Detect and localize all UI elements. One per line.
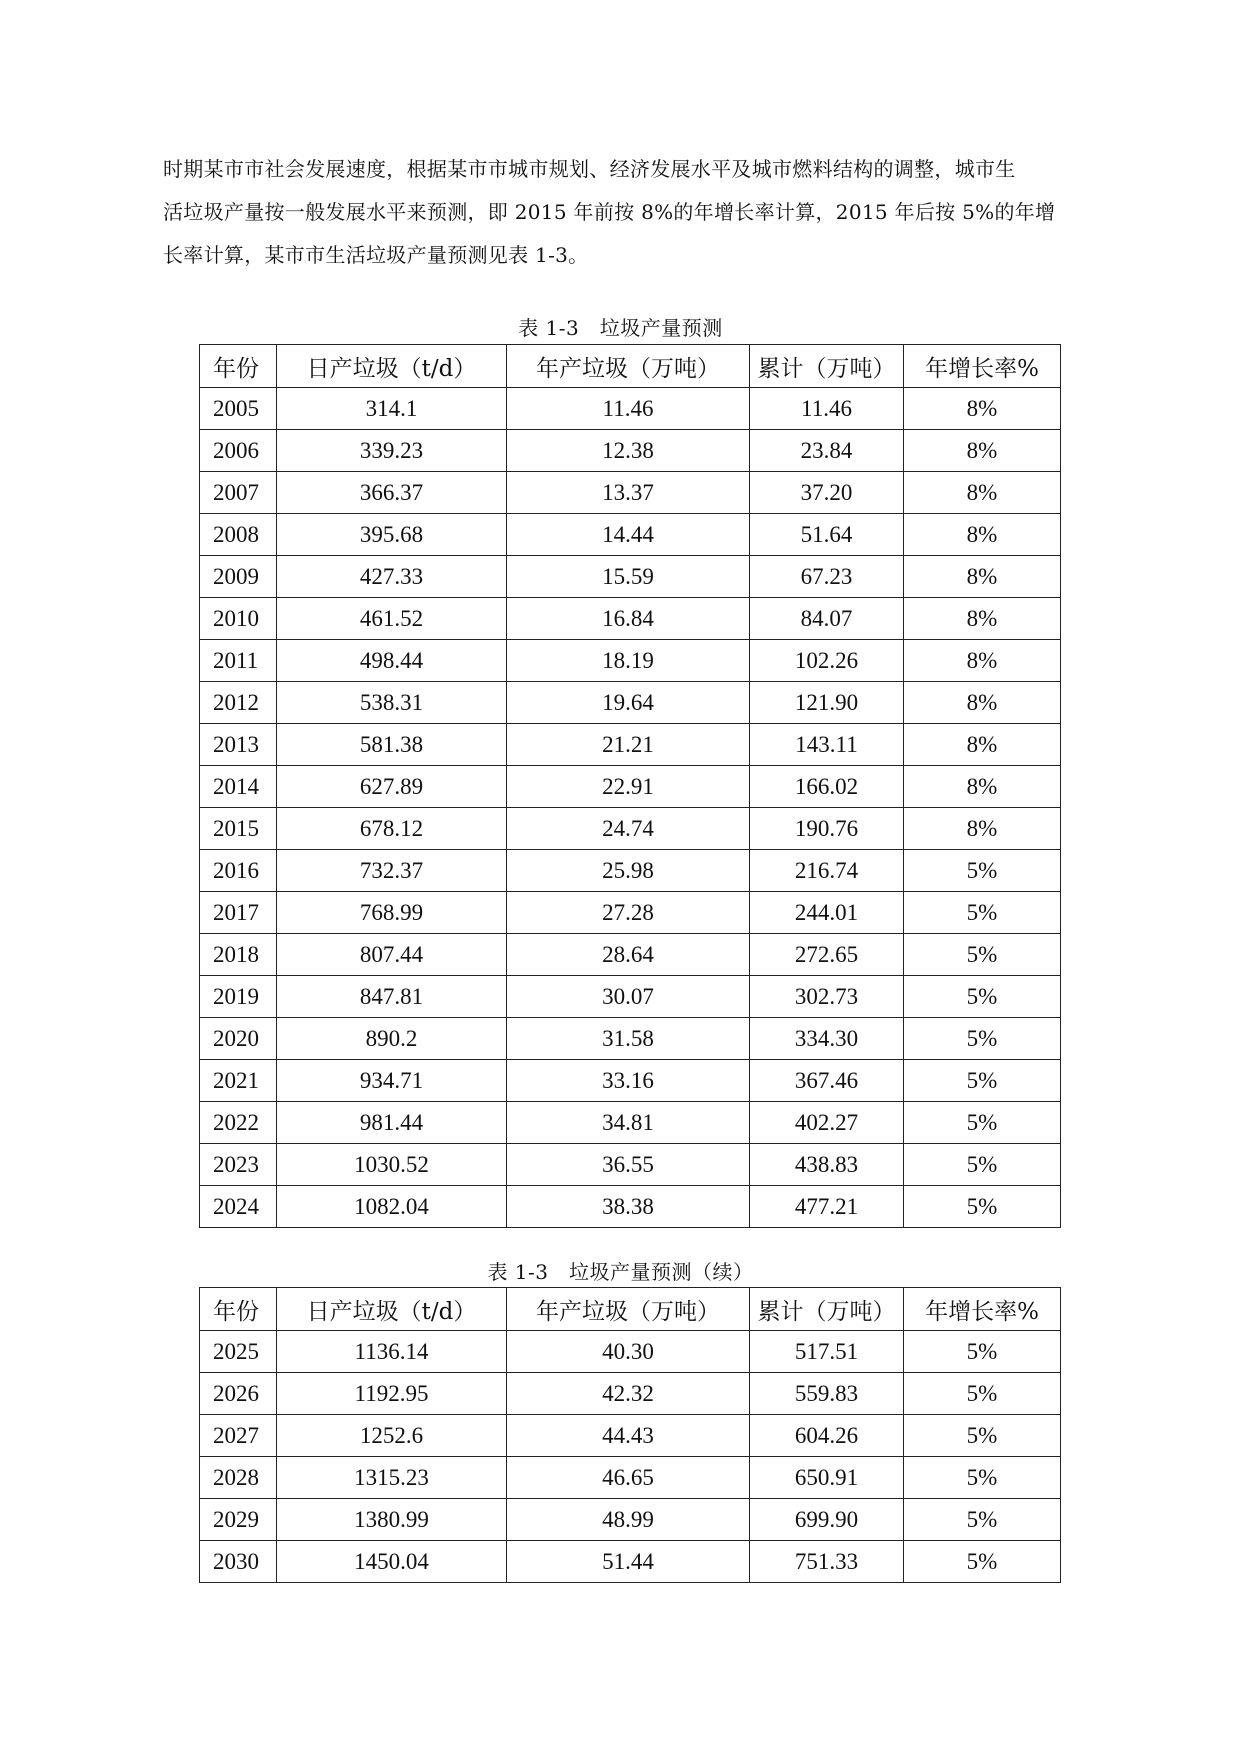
table-row	[200, 640, 1061, 682]
table-row	[200, 598, 1061, 640]
cell-daily-waste: 1192.95	[277, 1373, 507, 1415]
table-row	[200, 430, 1061, 472]
cell-growth-rate: 8%	[904, 682, 1061, 724]
cell-year: 2024	[200, 1186, 277, 1228]
cell-annual-waste: 12.38	[507, 430, 750, 472]
cell-year: 2012	[200, 682, 277, 724]
cell-growth-rate: 5%	[904, 1331, 1061, 1373]
table-row	[200, 892, 1061, 934]
cell-daily-waste: 339.23	[277, 430, 507, 472]
cell-annual-waste: 46.65	[507, 1457, 750, 1499]
cell-daily-waste: 1252.6	[277, 1415, 507, 1457]
cell-year: 2022	[200, 1102, 277, 1144]
cell-cumulative: 751.33	[750, 1541, 904, 1583]
table-row	[200, 1186, 1061, 1228]
body-paragraph	[163, 148, 1093, 277]
table-row	[200, 1144, 1061, 1186]
cell-cumulative: 604.26	[750, 1415, 904, 1457]
cell-growth-rate: 8%	[904, 640, 1061, 682]
cell-growth-rate: 8%	[904, 388, 1061, 430]
table-row	[200, 976, 1061, 1018]
cell-growth-rate: 8%	[904, 808, 1061, 850]
cell-growth-rate: 5%	[904, 1499, 1061, 1541]
cell-growth-rate: 5%	[904, 1144, 1061, 1186]
cell-annual-waste: 25.98	[507, 850, 750, 892]
cell-cumulative: 166.02	[750, 766, 904, 808]
cell-cumulative: 37.20	[750, 472, 904, 514]
cell-cumulative: 51.64	[750, 514, 904, 556]
cell-year: 2030	[200, 1541, 277, 1583]
cell-cumulative: 102.26	[750, 640, 904, 682]
table-caption-continued: 表 1-3 垃圾产量预测（续）	[487, 1260, 754, 1284]
table-row	[200, 1373, 1061, 1415]
header-growth-rate: 年增长率%	[904, 1288, 1061, 1331]
cell-growth-rate: 5%	[904, 1186, 1061, 1228]
cell-cumulative: 11.46	[750, 388, 904, 430]
cell-annual-waste: 15.59	[507, 556, 750, 598]
cell-annual-waste: 18.19	[507, 640, 750, 682]
cell-daily-waste: 627.89	[277, 766, 507, 808]
cell-year: 2029	[200, 1499, 277, 1541]
table-row	[200, 682, 1061, 724]
cell-daily-waste: 461.52	[277, 598, 507, 640]
table-row	[200, 766, 1061, 808]
cell-annual-waste: 19.64	[507, 682, 750, 724]
cell-year: 2020	[200, 1018, 277, 1060]
cell-cumulative: 23.84	[750, 430, 904, 472]
cell-year: 2013	[200, 724, 277, 766]
cell-annual-waste: 40.30	[507, 1331, 750, 1373]
cell-daily-waste: 847.81	[277, 976, 507, 1018]
table-row	[200, 808, 1061, 850]
cell-daily-waste: 807.44	[277, 934, 507, 976]
paragraph-line: 长率计算，某市市生活垃圾产量预测见表 1-3。	[163, 243, 589, 267]
cell-growth-rate: 5%	[904, 1457, 1061, 1499]
cell-year: 2026	[200, 1373, 277, 1415]
cell-daily-waste: 1380.99	[277, 1499, 507, 1541]
cell-year: 2023	[200, 1144, 277, 1186]
cell-year: 2009	[200, 556, 277, 598]
cell-daily-waste: 678.12	[277, 808, 507, 850]
cell-cumulative: 67.23	[750, 556, 904, 598]
cell-daily-waste: 538.31	[277, 682, 507, 724]
cell-annual-waste: 33.16	[507, 1060, 750, 1102]
cell-daily-waste: 427.33	[277, 556, 507, 598]
cell-daily-waste: 890.2	[277, 1018, 507, 1060]
cell-cumulative: 699.90	[750, 1499, 904, 1541]
cell-year: 2010	[200, 598, 277, 640]
cell-growth-rate: 8%	[904, 430, 1061, 472]
table-header-row	[200, 345, 1061, 388]
header-daily-waste: 日产垃圾（t/d）	[277, 1288, 507, 1331]
table-row	[200, 514, 1061, 556]
cell-cumulative: 334.30	[750, 1018, 904, 1060]
table-row	[200, 556, 1061, 598]
cell-annual-waste: 14.44	[507, 514, 750, 556]
table-row	[200, 388, 1061, 430]
cell-growth-rate: 5%	[904, 934, 1061, 976]
header-annual-waste: 年产垃圾（万吨）	[507, 1288, 750, 1331]
paragraph-line: 时期某市市社会发展速度，根据某市市城市规划、经济发展水平及城市燃料结构的调整，城市生	[163, 157, 1016, 181]
cell-cumulative: 143.11	[750, 724, 904, 766]
table-row	[200, 1457, 1061, 1499]
cell-daily-waste: 732.37	[277, 850, 507, 892]
table-row	[200, 934, 1061, 976]
table-header-row	[200, 1288, 1061, 1331]
cell-daily-waste: 314.1	[277, 388, 507, 430]
cell-annual-waste: 36.55	[507, 1144, 750, 1186]
table-row	[200, 850, 1061, 892]
cell-year: 2025	[200, 1331, 277, 1373]
cell-year: 2006	[200, 430, 277, 472]
cell-growth-rate: 5%	[904, 1373, 1061, 1415]
header-year: 年份	[200, 1288, 277, 1331]
cell-cumulative: 367.46	[750, 1060, 904, 1102]
cell-annual-waste: 21.21	[507, 724, 750, 766]
table-row	[200, 1102, 1061, 1144]
cell-growth-rate: 8%	[904, 598, 1061, 640]
cell-cumulative: 244.01	[750, 892, 904, 934]
cell-cumulative: 272.65	[750, 934, 904, 976]
cell-year: 2017	[200, 892, 277, 934]
table-row	[200, 1499, 1061, 1541]
table-row	[200, 1331, 1061, 1373]
cell-daily-waste: 768.99	[277, 892, 507, 934]
cell-cumulative: 190.76	[750, 808, 904, 850]
cell-growth-rate: 8%	[904, 556, 1061, 598]
cell-daily-waste: 1082.04	[277, 1186, 507, 1228]
cell-year: 2016	[200, 850, 277, 892]
cell-growth-rate: 5%	[904, 1018, 1061, 1060]
cell-growth-rate: 8%	[904, 514, 1061, 556]
cell-daily-waste: 395.68	[277, 514, 507, 556]
cell-daily-waste: 1450.04	[277, 1541, 507, 1583]
cell-annual-waste: 48.99	[507, 1499, 750, 1541]
table-row	[200, 1060, 1061, 1102]
cell-growth-rate: 5%	[904, 976, 1061, 1018]
header-year: 年份	[200, 345, 277, 388]
cell-growth-rate: 5%	[904, 1415, 1061, 1457]
cell-year: 2011	[200, 640, 277, 682]
header-annual-waste: 年产垃圾（万吨）	[507, 345, 750, 388]
cell-year: 2007	[200, 472, 277, 514]
cell-annual-waste: 34.81	[507, 1102, 750, 1144]
paragraph-line: 活垃圾产量按一般发展水平来预测，即 2015 年前按 8%的年增长率计算，2015 年后按 5%的年增	[163, 200, 1056, 224]
cell-annual-waste: 44.43	[507, 1415, 750, 1457]
cell-growth-rate: 8%	[904, 472, 1061, 514]
cell-annual-waste: 13.37	[507, 472, 750, 514]
cell-year: 2008	[200, 514, 277, 556]
cell-daily-waste: 366.37	[277, 472, 507, 514]
cell-daily-waste: 1315.23	[277, 1457, 507, 1499]
header-cumulative: 累计（万吨）	[750, 1288, 904, 1331]
table-row	[200, 1018, 1061, 1060]
cell-annual-waste: 42.32	[507, 1373, 750, 1415]
cell-daily-waste: 934.71	[277, 1060, 507, 1102]
cell-annual-waste: 28.64	[507, 934, 750, 976]
cell-cumulative: 559.83	[750, 1373, 904, 1415]
cell-annual-waste: 30.07	[507, 976, 750, 1018]
cell-annual-waste: 16.84	[507, 598, 750, 640]
forecast-table-continued	[199, 1287, 1061, 1583]
cell-cumulative: 84.07	[750, 598, 904, 640]
header-daily-waste: 日产垃圾（t/d）	[277, 345, 507, 388]
cell-year: 2019	[200, 976, 277, 1018]
table-row	[200, 472, 1061, 514]
cell-cumulative: 477.21	[750, 1186, 904, 1228]
cell-year: 2015	[200, 808, 277, 850]
cell-daily-waste: 981.44	[277, 1102, 507, 1144]
cell-annual-waste: 24.74	[507, 808, 750, 850]
cell-growth-rate: 5%	[904, 1541, 1061, 1583]
cell-cumulative: 216.74	[750, 850, 904, 892]
cell-year: 2027	[200, 1415, 277, 1457]
cell-cumulative: 121.90	[750, 682, 904, 724]
cell-daily-waste: 1136.14	[277, 1331, 507, 1373]
cell-growth-rate: 5%	[904, 892, 1061, 934]
cell-annual-waste: 38.38	[507, 1186, 750, 1228]
table-row	[200, 1415, 1061, 1457]
cell-daily-waste: 581.38	[277, 724, 507, 766]
table-caption: 表 1-3 垃圾产量预测	[518, 316, 723, 340]
cell-annual-waste: 11.46	[507, 388, 750, 430]
cell-cumulative: 650.91	[750, 1457, 904, 1499]
cell-daily-waste: 1030.52	[277, 1144, 507, 1186]
cell-growth-rate: 8%	[904, 766, 1061, 808]
cell-annual-waste: 31.58	[507, 1018, 750, 1060]
cell-year: 2018	[200, 934, 277, 976]
cell-growth-rate: 5%	[904, 1060, 1061, 1102]
cell-growth-rate: 8%	[904, 724, 1061, 766]
forecast-table	[199, 344, 1061, 1228]
cell-year: 2028	[200, 1457, 277, 1499]
cell-year: 2014	[200, 766, 277, 808]
table-row	[200, 724, 1061, 766]
cell-cumulative: 517.51	[750, 1331, 904, 1373]
header-cumulative: 累计（万吨）	[750, 345, 904, 388]
table-row	[200, 1541, 1061, 1583]
header-growth-rate: 年增长率%	[904, 345, 1061, 388]
cell-cumulative: 302.73	[750, 976, 904, 1018]
cell-year: 2005	[200, 388, 277, 430]
cell-growth-rate: 5%	[904, 850, 1061, 892]
cell-year: 2021	[200, 1060, 277, 1102]
cell-growth-rate: 5%	[904, 1102, 1061, 1144]
cell-daily-waste: 498.44	[277, 640, 507, 682]
cell-annual-waste: 51.44	[507, 1541, 750, 1583]
cell-annual-waste: 27.28	[507, 892, 750, 934]
cell-cumulative: 402.27	[750, 1102, 904, 1144]
cell-cumulative: 438.83	[750, 1144, 904, 1186]
cell-annual-waste: 22.91	[507, 766, 750, 808]
